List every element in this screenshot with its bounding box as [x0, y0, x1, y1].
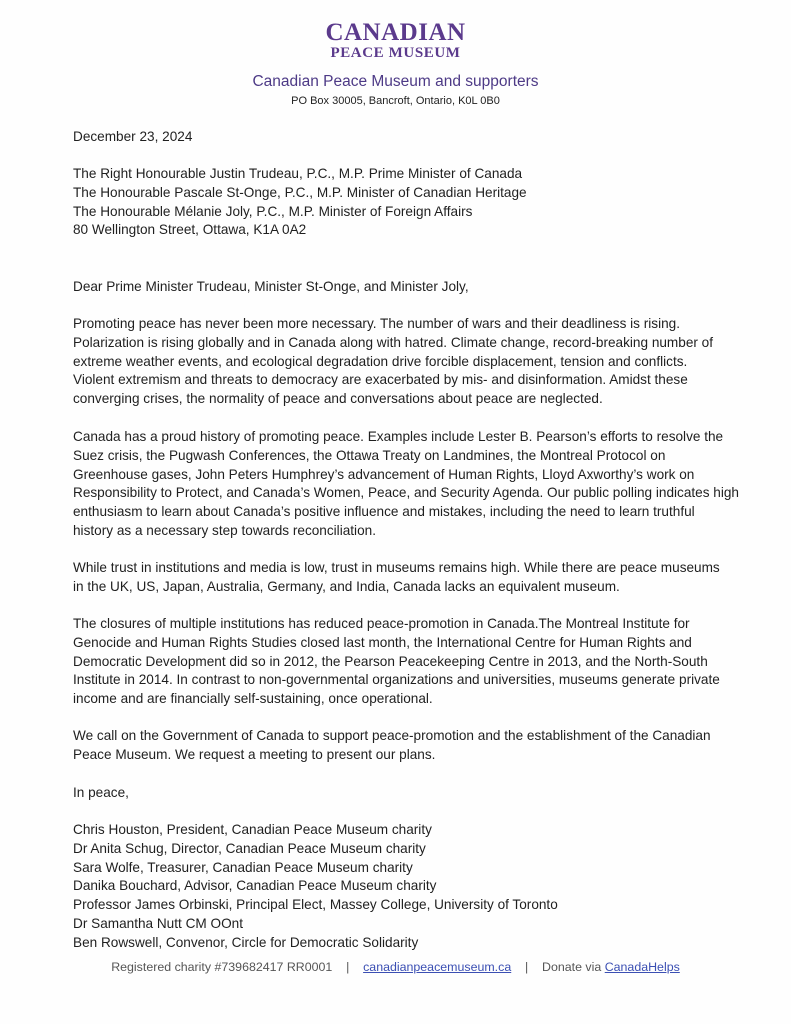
- paragraph-line: income and are financially self-sustaining, once operational.: [73, 691, 433, 707]
- paragraph-line: Peace Museum. We request a meeting to present our plans.: [73, 746, 436, 762]
- letterhead-org: Canadian Peace Museum and supporters: [252, 73, 539, 90]
- recipients-block: [73, 165, 723, 240]
- paragraph-line: Greenhouse gases, John Peters Humphrey’s advancement of Human Rights, Lloyd Axworthy’s work on: [73, 466, 695, 482]
- paragraph-line: While trust in institutions and media is low, trust in museums remains high. While there are peace museums: [73, 560, 720, 575]
- paragraph-line: We call on the Government of Canada to support peace-promotion and the establishment of the Canadian: [73, 728, 711, 743]
- paragraph-line: Democratic Development did so in 2012, the Pearson Peacekeeping Centre in 2013, and the North-South: [73, 653, 708, 669]
- logo-line-1: CANADIAN: [325, 19, 466, 46]
- recipient-line: The Right Honourable Justin Trudeau, P.C., M.P. Prime Minister of Canada: [73, 166, 523, 181]
- charity-number: Registered charity #739682417 RR0001: [111, 960, 333, 974]
- paragraph-line: Polarization is rising globally and in Canada along with hatred. Climate change, record-breaking number of: [73, 334, 714, 350]
- signatory: Danika Bouchard, Advisor, Canadian Peace Museum charity: [73, 878, 437, 894]
- paragraph-line: Violent extremism and threats to democracy are exacerbated by mis- and disinformation. Amidst these: [73, 372, 688, 388]
- paragraph-line: Genocide and Human Rights Studies closed last month, the International Centre for Human Rights and: [73, 634, 692, 650]
- recipient-line: The Honourable Mélanie Joly, P.C., M.P. Minister of Foreign Affairs: [73, 203, 473, 219]
- paragraph-line: Canada has a proud history of promoting peace. Examples include Lester B. Pearson’s efforts to resolve the: [73, 429, 724, 444]
- paragraph-1: [73, 315, 723, 409]
- paragraph-line: The closures of multiple institutions has reduced peace-promotion in Canada.The Montreal Institute for: [73, 616, 690, 631]
- paragraph-3: [73, 559, 723, 597]
- signatory: Sara Wolfe, Treasurer, Canadian Peace Museum charity: [73, 859, 413, 875]
- paragraph-line: Responsibility to Protect, and Canada’s Women, Peace, and Security Agenda. Our public polling indicates high: [73, 485, 739, 501]
- paragraph-line: Institute in 2014. In contrast to non-governmental organizations and universities, museums generate private: [73, 672, 720, 688]
- logo-line-2: PEACE MUSEUM: [330, 45, 461, 61]
- paragraph-4: [73, 615, 723, 709]
- paragraph-line: enthusiasm to learn about Canada’s positive influence and mistakes, including the need to learn truthful: [73, 504, 695, 520]
- recipient-address: 80 Wellington Street, Ottawa, K1A 0A2: [73, 222, 307, 238]
- paragraph-line: in the UK, US, Japan, Australia, Germany, and India, Canada lacks an equivalent museum.: [73, 578, 620, 594]
- footer-separator: |: [525, 960, 529, 974]
- salutation: Dear Prime Minister Trudeau, Minister St-Onge, and Minister Joly,: [73, 279, 469, 294]
- closing: In peace,: [73, 785, 129, 800]
- website-link[interactable]: canadianpeacemuseum.ca: [363, 960, 512, 974]
- letterhead-address: PO Box 30005, Bancroft, Ontario, K0L 0B0: [291, 95, 500, 107]
- paragraph-2: [73, 428, 739, 541]
- footer-separator: |: [346, 960, 350, 974]
- signatory: Professor James Orbinski, Principal Elect, Massey College, University of Toronto: [73, 897, 558, 913]
- canadahelps-link[interactable]: CanadaHelps: [604, 960, 680, 974]
- signatory: Ben Rowswell, Convenor, Circle for Democratic Solidarity: [73, 934, 419, 950]
- signatory: Dr Anita Schug, Director, Canadian Peace Museum charity: [73, 840, 426, 856]
- paragraph-5: [73, 727, 723, 765]
- signatory: Chris Houston, President, Canadian Peace Museum charity: [73, 822, 432, 837]
- recipient-line: The Honourable Pascale St-Onge, P.C., M.P. Minister of Canadian Heritage: [73, 184, 527, 200]
- paragraph-line: Promoting peace has never been more necessary. The number of wars and their deadliness is rising.: [73, 316, 681, 331]
- paragraph-line: history as a necessary step towards reconciliation.: [73, 522, 376, 538]
- footer: [0, 960, 791, 974]
- paragraph-line: extreme weather events, and ecological degradation drive forcible displacement, tension and conflicts.: [73, 353, 688, 369]
- paragraph-line: converging crises, the normality of peace and conversations about peace are neglected.: [73, 391, 603, 407]
- logo: [0, 20, 791, 61]
- donate-prefix: Donate via: [542, 960, 602, 974]
- letter-date: December 23, 2024: [73, 129, 193, 144]
- signatory: Dr Samantha Nutt CM OOnt: [73, 915, 243, 931]
- paragraph-line: Suez crisis, the Pugwash Conferences, the Ottawa Treaty on Landmines, the Montreal Protocol on: [73, 447, 666, 463]
- signatories-block: [73, 821, 723, 953]
